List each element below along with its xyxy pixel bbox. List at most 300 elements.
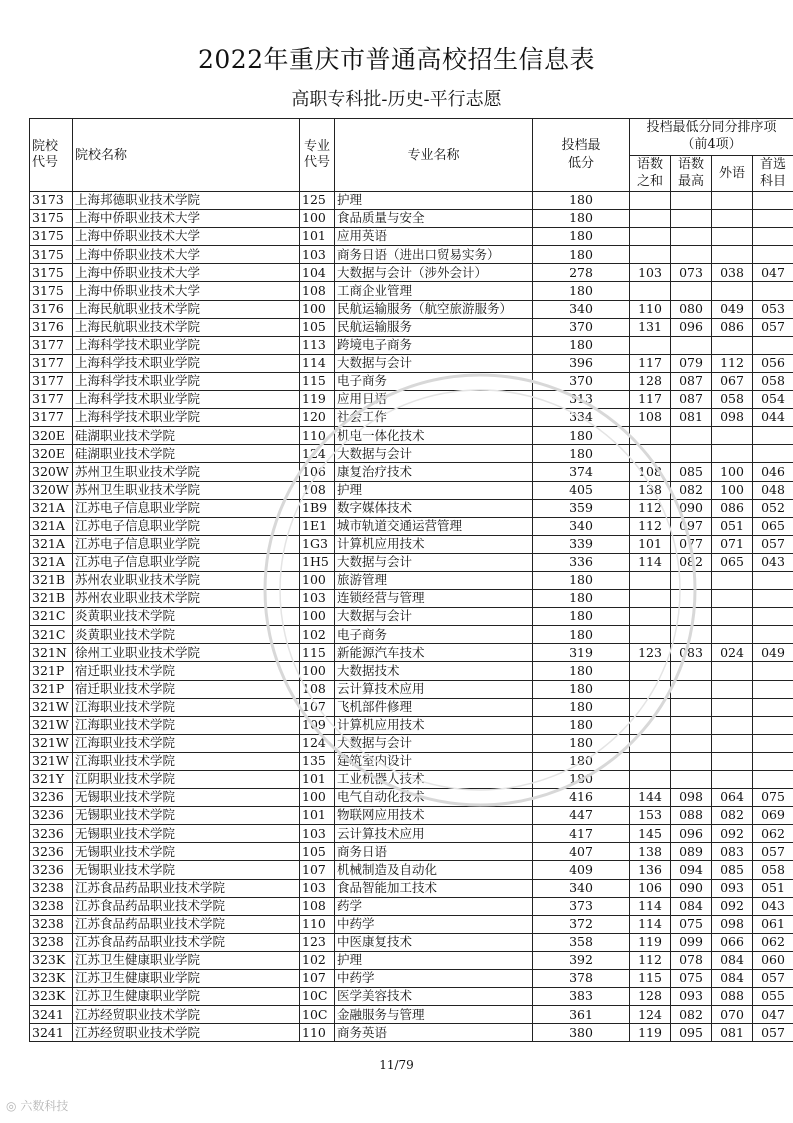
sub-first-cell [753,716,793,734]
major-code-cell: 108 [300,897,335,915]
major-code-cell: 102 [300,626,335,644]
table-row [30,970,793,988]
major-name-cell: 机械制造及自动化 [335,861,533,879]
school-code-cell: 3177 [30,336,73,354]
sub-max-cell: 087 [671,372,712,390]
school-name-cell: 苏州农业职业技术学院 [73,590,300,608]
sub-chinese-math-cell: 101 [630,535,671,553]
sub-first-cell [753,626,793,644]
major-code-cell: 100 [300,789,335,807]
min-score-cell: 380 [533,1024,630,1042]
major-name-cell: 城市轨道交通运营管理 [335,517,533,535]
table-row [30,228,793,246]
sub-max-cell: 089 [671,843,712,861]
sub-foreign-cell [712,698,753,716]
table-row [30,825,793,843]
sub-foreign-cell: 070 [712,1006,753,1024]
school-code-cell: 320E [30,427,73,445]
sub-chinese-math-cell: 114 [630,897,671,915]
major-name-cell: 大数据与会计 [335,553,533,571]
min-score-cell: 370 [533,372,630,390]
school-name-cell: 江苏电子信息职业学院 [73,553,300,571]
min-score-cell: 180 [533,752,630,770]
school-name-cell: 上海民航职业技术学院 [73,318,300,336]
corner-watermark-text: 六数科技 [20,1099,69,1113]
table-row [30,951,793,969]
table-row [30,372,793,390]
school-code-cell: 3175 [30,210,73,228]
school-name-cell: 江海职业技术学院 [73,734,300,752]
major-code-cell: 10C [300,1006,335,1024]
sub-chinese-math-cell: 103 [630,264,671,282]
sub-chinese-math-cell: 123 [630,644,671,662]
sub-max-cell [671,590,712,608]
sub-max-cell [671,771,712,789]
sub-first-cell [753,571,793,589]
sub-chinese-math-cell [630,771,671,789]
page-number: 11/79 [379,1058,414,1072]
school-name-cell: 上海科学技术职业学院 [73,391,300,409]
school-code-cell: 321A [30,535,73,553]
header-sub-first-text: 首选科目 [759,156,786,189]
major-code-cell: 1B9 [300,499,335,517]
school-code-cell: 321B [30,571,73,589]
table-row [30,318,793,336]
header-min-score [533,119,630,192]
sub-first-cell: 054 [753,391,793,409]
major-code-cell: 107 [300,698,335,716]
min-score-cell: 180 [533,336,630,354]
sub-chinese-math-cell [630,571,671,589]
sub-foreign-cell: 092 [712,897,753,915]
school-code-cell: 3175 [30,282,73,300]
school-name-cell: 江苏电子信息职业学院 [73,517,300,535]
major-name-cell: 商务英语 [335,1024,533,1042]
sub-chinese-math-cell: 124 [630,1006,671,1024]
sub-chinese-math-cell: 115 [630,970,671,988]
major-name-cell: 电气自动化技术 [335,789,533,807]
sub-chinese-math-cell: 145 [630,825,671,843]
major-name-cell: 建筑室内设计 [335,752,533,770]
major-code-cell: 108 [300,680,335,698]
school-name-cell: 江苏卫生健康职业学院 [73,988,300,1006]
sub-first-cell: 062 [753,933,793,951]
school-code-cell: 321A [30,553,73,571]
school-name-cell: 无锡职业技术学院 [73,807,300,825]
major-code-cell: 10C [300,988,335,1006]
sub-chinese-math-cell [630,698,671,716]
school-name-cell: 江苏食品药品职业技术学院 [73,915,300,933]
table-row [30,716,793,734]
sub-max-cell [671,571,712,589]
major-name-cell: 商务日语（进出口贸易实务） [335,246,533,264]
major-code-cell: 1G3 [300,535,335,553]
school-name-cell: 江海职业技术学院 [73,716,300,734]
sub-chinese-math-cell [630,445,671,463]
min-score-cell: 396 [533,354,630,372]
school-code-cell: 321B [30,590,73,608]
sub-chinese-math-cell: 106 [630,879,671,897]
major-code-cell: 124 [300,734,335,752]
major-code-cell: 115 [300,644,335,662]
major-name-cell: 新能源汽车技术 [335,644,533,662]
sub-foreign-cell [712,680,753,698]
sub-chinese-math-cell [630,752,671,770]
school-name-cell: 江苏经贸职业技术学院 [73,1006,300,1024]
table-row [30,897,793,915]
table-row [30,571,793,589]
table-row [30,517,793,535]
sub-max-cell: 083 [671,644,712,662]
major-code-cell: 101 [300,771,335,789]
major-name-cell: 护理 [335,481,533,499]
sub-max-cell: 081 [671,409,712,427]
table-row [30,608,793,626]
school-name-cell: 上海中侨职业技术大学 [73,264,300,282]
sub-max-cell [671,662,712,680]
school-name-cell: 江苏卫生健康职业学院 [73,951,300,969]
major-name-cell: 大数据技术 [335,662,533,680]
table-row [30,626,793,644]
sub-max-cell: 097 [671,517,712,535]
school-name-cell: 苏州农业职业技术学院 [73,571,300,589]
sub-foreign-cell: 081 [712,1024,753,1042]
school-name-cell: 上海民航职业技术学院 [73,300,300,318]
major-name-cell: 机电一体化技术 [335,427,533,445]
school-code-cell: 321W [30,698,73,716]
school-name-cell: 江苏食品药品职业技术学院 [73,897,300,915]
sub-max-cell: 093 [671,988,712,1006]
sub-foreign-cell [712,626,753,644]
major-code-cell: 103 [300,246,335,264]
school-name-cell: 苏州卫生职业技术学院 [73,481,300,499]
sub-first-cell: 061 [753,915,793,933]
sub-foreign-cell: 086 [712,318,753,336]
sub-foreign-cell [712,427,753,445]
major-name-cell: 工业机器人技术 [335,771,533,789]
sub-foreign-cell: 100 [712,463,753,481]
sub-foreign-cell: 082 [712,807,753,825]
sub-max-cell: 082 [671,1006,712,1024]
major-name-cell: 连锁经营与管理 [335,590,533,608]
min-score-cell: 374 [533,463,630,481]
major-code-cell: 125 [300,192,335,210]
school-code-cell: 3238 [30,897,73,915]
corner-watermark [6,1097,68,1114]
min-score-cell: 447 [533,807,630,825]
sub-max-cell [671,192,712,210]
major-code-cell: 110 [300,427,335,445]
table-body [30,192,793,1042]
school-name-cell: 上海科学技术职业学院 [73,409,300,427]
sub-foreign-cell: 058 [712,391,753,409]
sub-max-cell: 082 [671,481,712,499]
school-name-cell: 江苏电子信息职业学院 [73,535,300,553]
sub-first-cell: 057 [753,1024,793,1042]
school-code-cell: 321C [30,626,73,644]
sub-first-cell: 057 [753,318,793,336]
sub-chinese-math-cell [630,192,671,210]
sub-foreign-cell [712,210,753,228]
min-score-cell: 180 [533,192,630,210]
major-code-cell: 1E1 [300,517,335,535]
sub-first-cell: 075 [753,789,793,807]
sub-foreign-cell: 049 [712,300,753,318]
sub-foreign-cell: 065 [712,553,753,571]
school-code-cell: 320W [30,463,73,481]
min-score-cell: 180 [533,626,630,644]
sub-chinese-math-cell [630,427,671,445]
sub-max-cell: 096 [671,318,712,336]
school-name-cell: 江苏电子信息职业学院 [73,499,300,517]
school-code-cell: 3177 [30,372,73,390]
table-row [30,680,793,698]
page-subtitle: 高职专科批-历史-平行志愿 [291,89,502,110]
header-sub-foreign: 外语 [712,156,753,192]
school-name-cell: 苏州卫生职业技术学院 [73,463,300,481]
sub-foreign-cell [712,771,753,789]
page-title: 2022年重庆市普通高校招生信息表 [197,45,596,74]
sub-chinese-math-cell [630,626,671,644]
table-row [30,861,793,879]
header-min-score-text: 投档最低分 [561,137,601,171]
sub-chinese-math-cell: 153 [630,807,671,825]
sub-foreign-cell: 092 [712,825,753,843]
sub-max-cell [671,680,712,698]
major-name-cell: 食品质量与安全 [335,210,533,228]
sub-first-cell [753,192,793,210]
sub-first-cell [753,680,793,698]
school-name-cell: 上海中侨职业技术大学 [73,246,300,264]
school-code-cell: 3176 [30,300,73,318]
major-name-cell: 跨境电子商务 [335,336,533,354]
sub-max-cell: 099 [671,933,712,951]
major-code-cell: 102 [300,951,335,969]
sub-chinese-math-cell: 138 [630,843,671,861]
school-name-cell: 上海科学技术职业学院 [73,354,300,372]
school-code-cell: 323K [30,988,73,1006]
min-score-cell: 180 [533,698,630,716]
sub-max-cell: 079 [671,354,712,372]
table-row [30,879,793,897]
major-code-cell: 135 [300,752,335,770]
major-name-cell: 应用日语 [335,391,533,409]
min-score-cell: 180 [533,734,630,752]
school-code-cell: 3236 [30,825,73,843]
school-code-cell: 321C [30,608,73,626]
table-row [30,933,793,951]
min-score-cell: 407 [533,843,630,861]
sub-chinese-math-cell: 119 [630,933,671,951]
school-name-cell: 江苏食品药品职业技术学院 [73,879,300,897]
table-row [30,264,793,282]
sub-chinese-math-cell: 117 [630,391,671,409]
sub-chinese-math-cell: 128 [630,372,671,390]
school-name-cell: 宿迁职业技术学院 [73,662,300,680]
sub-max-cell: 090 [671,879,712,897]
sub-max-cell [671,246,712,264]
major-code-cell: 109 [300,716,335,734]
min-score-cell: 180 [533,246,630,264]
min-score-cell: 180 [533,716,630,734]
sub-max-cell [671,282,712,300]
sub-first-cell: 060 [753,951,793,969]
table-row [30,499,793,517]
sub-first-cell: 058 [753,372,793,390]
school-name-cell: 炎黄职业技术学院 [73,608,300,626]
major-code-cell: 119 [300,391,335,409]
sub-max-cell [671,608,712,626]
major-name-cell: 中药学 [335,915,533,933]
school-name-cell: 上海中侨职业技术大学 [73,228,300,246]
min-score-cell: 340 [533,300,630,318]
sub-max-cell: 077 [671,535,712,553]
sub-first-cell [753,771,793,789]
sub-chinese-math-cell: 114 [630,915,671,933]
school-code-cell: 3177 [30,409,73,427]
major-code-cell: 103 [300,879,335,897]
school-name-cell: 无锡职业技术学院 [73,861,300,879]
school-name-cell: 硅湖职业技术学院 [73,427,300,445]
min-score-cell: 359 [533,499,630,517]
sub-foreign-cell: 112 [712,354,753,372]
sub-max-cell: 080 [671,300,712,318]
school-code-cell: 3236 [30,843,73,861]
school-code-cell: 323K [30,951,73,969]
sub-max-cell: 073 [671,264,712,282]
school-code-cell: 3173 [30,192,73,210]
sub-max-cell: 088 [671,807,712,825]
sub-max-cell [671,716,712,734]
min-score-cell: 417 [533,825,630,843]
sub-chinese-math-cell [630,590,671,608]
major-name-cell: 商务日语 [335,843,533,861]
major-name-cell: 大数据与会计 [335,608,533,626]
sub-first-cell [753,445,793,463]
sub-chinese-math-cell: 144 [630,789,671,807]
major-name-cell: 医学美容技术 [335,988,533,1006]
sub-max-cell [671,336,712,354]
header-major-name: 专业名称 [335,119,533,192]
school-name-cell: 江苏卫生健康职业学院 [73,970,300,988]
sub-max-cell: 075 [671,915,712,933]
sub-first-cell [753,210,793,228]
table-row [30,1006,793,1024]
major-code-cell: 110 [300,1024,335,1042]
sub-chinese-math-cell: 112 [630,499,671,517]
min-score-cell: 340 [533,517,630,535]
min-score-cell: 180 [533,571,630,589]
school-code-cell: 321P [30,680,73,698]
table-row [30,789,793,807]
sub-foreign-cell: 064 [712,789,753,807]
sub-chinese-math-cell [630,282,671,300]
sub-max-cell: 084 [671,897,712,915]
school-code-cell: 323K [30,970,73,988]
major-code-cell: 100 [300,300,335,318]
table-row [30,463,793,481]
min-score-cell: 180 [533,608,630,626]
admission-table [29,118,793,1042]
sub-foreign-cell [712,445,753,463]
major-code-cell: 106 [300,463,335,481]
sub-first-cell [753,246,793,264]
school-code-cell: 3176 [30,318,73,336]
min-score-cell: 334 [533,409,630,427]
min-score-cell: 336 [533,553,630,571]
sub-first-cell: 047 [753,264,793,282]
table-row [30,988,793,1006]
major-code-cell: 115 [300,372,335,390]
min-score-cell: 416 [533,789,630,807]
sub-chinese-math-cell: 112 [630,951,671,969]
sub-chinese-math-cell [630,608,671,626]
sub-first-cell: 069 [753,807,793,825]
school-code-cell: 3177 [30,354,73,372]
sub-max-cell [671,210,712,228]
table-row [30,427,793,445]
major-name-cell: 民航运输服务（航空旅游服务） [335,300,533,318]
sub-chinese-math-cell: 138 [630,481,671,499]
min-score-cell: 180 [533,427,630,445]
school-code-cell: 3175 [30,228,73,246]
major-code-cell: 123 [300,933,335,951]
table-row [30,300,793,318]
table-row [30,1024,793,1042]
sub-foreign-cell: 071 [712,535,753,553]
sub-first-cell: 043 [753,897,793,915]
sub-chinese-math-cell: 131 [630,318,671,336]
sub-first-cell: 051 [753,879,793,897]
major-code-cell: 100 [300,210,335,228]
sub-foreign-cell [712,336,753,354]
school-name-cell: 无锡职业技术学院 [73,843,300,861]
school-name-cell: 江苏经贸职业技术学院 [73,1024,300,1042]
sub-foreign-cell [712,571,753,589]
sub-max-cell: 078 [671,951,712,969]
sub-first-cell [753,698,793,716]
major-name-cell: 护理 [335,192,533,210]
table-row [30,662,793,680]
school-code-cell: 321W [30,716,73,734]
major-code-cell: 110 [300,915,335,933]
school-name-cell: 上海科学技术职业学院 [73,372,300,390]
major-code-cell: 124 [300,445,335,463]
sub-first-cell [753,734,793,752]
school-code-cell: 3241 [30,1006,73,1024]
table-row [30,644,793,662]
min-score-cell: 373 [533,897,630,915]
sub-first-cell [753,427,793,445]
sub-first-cell: 057 [753,843,793,861]
table-row [30,192,793,210]
sub-chinese-math-cell [630,228,671,246]
major-name-cell: 大数据与会计（涉外会计） [335,264,533,282]
table-row [30,210,793,228]
min-score-cell: 180 [533,210,630,228]
school-name-cell: 无锡职业技术学院 [73,789,300,807]
sub-first-cell: 056 [753,354,793,372]
major-code-cell: 100 [300,662,335,680]
school-name-cell: 徐州工业职业技术学院 [73,644,300,662]
sub-first-cell: 053 [753,300,793,318]
header-sub-chinese-math [630,156,671,192]
sub-foreign-cell: 084 [712,951,753,969]
major-code-cell: 100 [300,608,335,626]
header-sub-first [753,156,793,192]
school-name-cell: 宿迁职业技术学院 [73,680,300,698]
sub-max-cell [671,626,712,644]
